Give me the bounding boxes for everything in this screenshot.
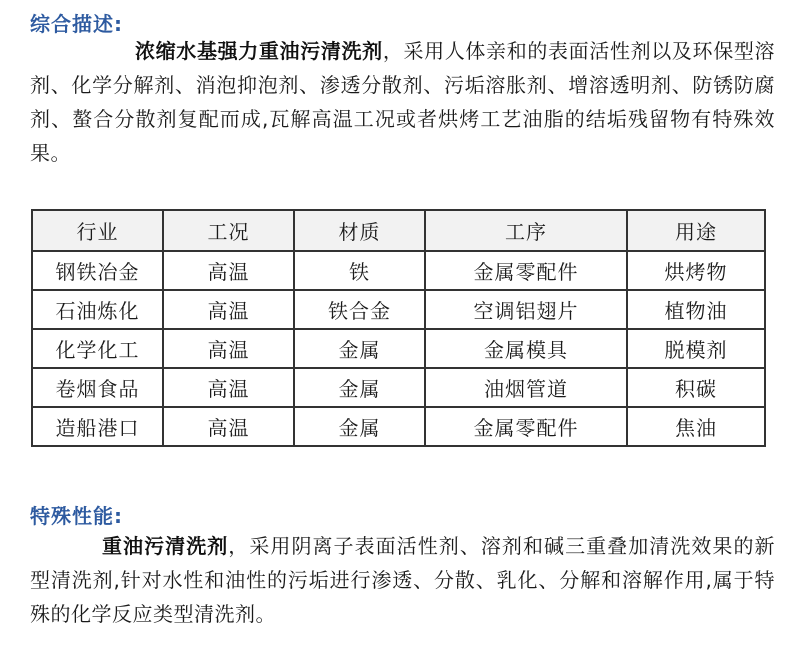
header-condition: 工况 <box>163 210 294 251</box>
features-product-name: 重油污清洗剂 <box>102 534 229 558</box>
table-cell: 高温 <box>163 368 294 407</box>
table-cell: 高温 <box>163 251 294 290</box>
table-cell: 空调铝翅片 <box>425 290 627 329</box>
table-cell: 金属模具 <box>425 329 627 368</box>
table-header-row <box>32 210 765 251</box>
table-row <box>32 251 765 290</box>
table-row <box>32 290 765 329</box>
table-cell: 化学化工 <box>32 329 163 368</box>
table-row <box>32 368 765 407</box>
header-usage: 用途 <box>627 210 765 251</box>
table-cell: 铁合金 <box>294 290 425 329</box>
table-cell: 卷烟食品 <box>32 368 163 407</box>
overview-paragraph <box>30 34 775 170</box>
table-cell: 金属 <box>294 407 425 446</box>
application-table <box>31 209 766 447</box>
table-row <box>32 329 765 368</box>
table-cell: 石油炼化 <box>32 290 163 329</box>
header-industry: 行业 <box>32 210 163 251</box>
table-cell: 金属 <box>294 368 425 407</box>
table-cell: 脱模剂 <box>627 329 765 368</box>
table-cell: 植物油 <box>627 290 765 329</box>
header-material: 材质 <box>294 210 425 251</box>
table-cell: 焦油 <box>627 407 765 446</box>
table-cell: 造船港口 <box>32 407 163 446</box>
table-cell: 钢铁冶金 <box>32 251 163 290</box>
table-cell: 铁 <box>294 251 425 290</box>
table-cell: 烘烤物 <box>627 251 765 290</box>
table-cell: 积碳 <box>627 368 765 407</box>
features-paragraph <box>30 529 775 631</box>
table-cell: 金属 <box>294 329 425 368</box>
table-row <box>32 407 765 446</box>
overview-product-name: 浓缩水基强力重油污清洗剂 <box>135 39 383 63</box>
table-cell: 高温 <box>163 329 294 368</box>
overview-body: ，采用人体亲和的表面活性剂以及环保型溶剂、化学分解剂、消泡抑泡剂、渗透分散剂、污垢溶胀剂、增溶透明剂、防锈防腐剂、螯合分散剂复配而成,瓦解高温工况或者烘烤工艺油脂的结垢残留物有特殊效果。 <box>30 39 776 165</box>
table-cell: 油烟管道 <box>425 368 627 407</box>
overview-title: 综合描述: <box>30 12 123 36</box>
features-body: ，采用阴离子表面活性剂、溶剂和碱三重叠加清洗效果的新型清洗剂,针对水性和油性的污垢进行渗透、分散、乳化、分解和溶解作用,属于特殊的化学反应类型清洗剂。 <box>30 534 776 626</box>
table-cell: 金属零配件 <box>425 251 627 290</box>
header-process: 工序 <box>425 210 627 251</box>
table-cell: 高温 <box>163 407 294 446</box>
table-cell: 金属零配件 <box>425 407 627 446</box>
table-cell: 高温 <box>163 290 294 329</box>
features-title: 特殊性能: <box>30 504 123 528</box>
